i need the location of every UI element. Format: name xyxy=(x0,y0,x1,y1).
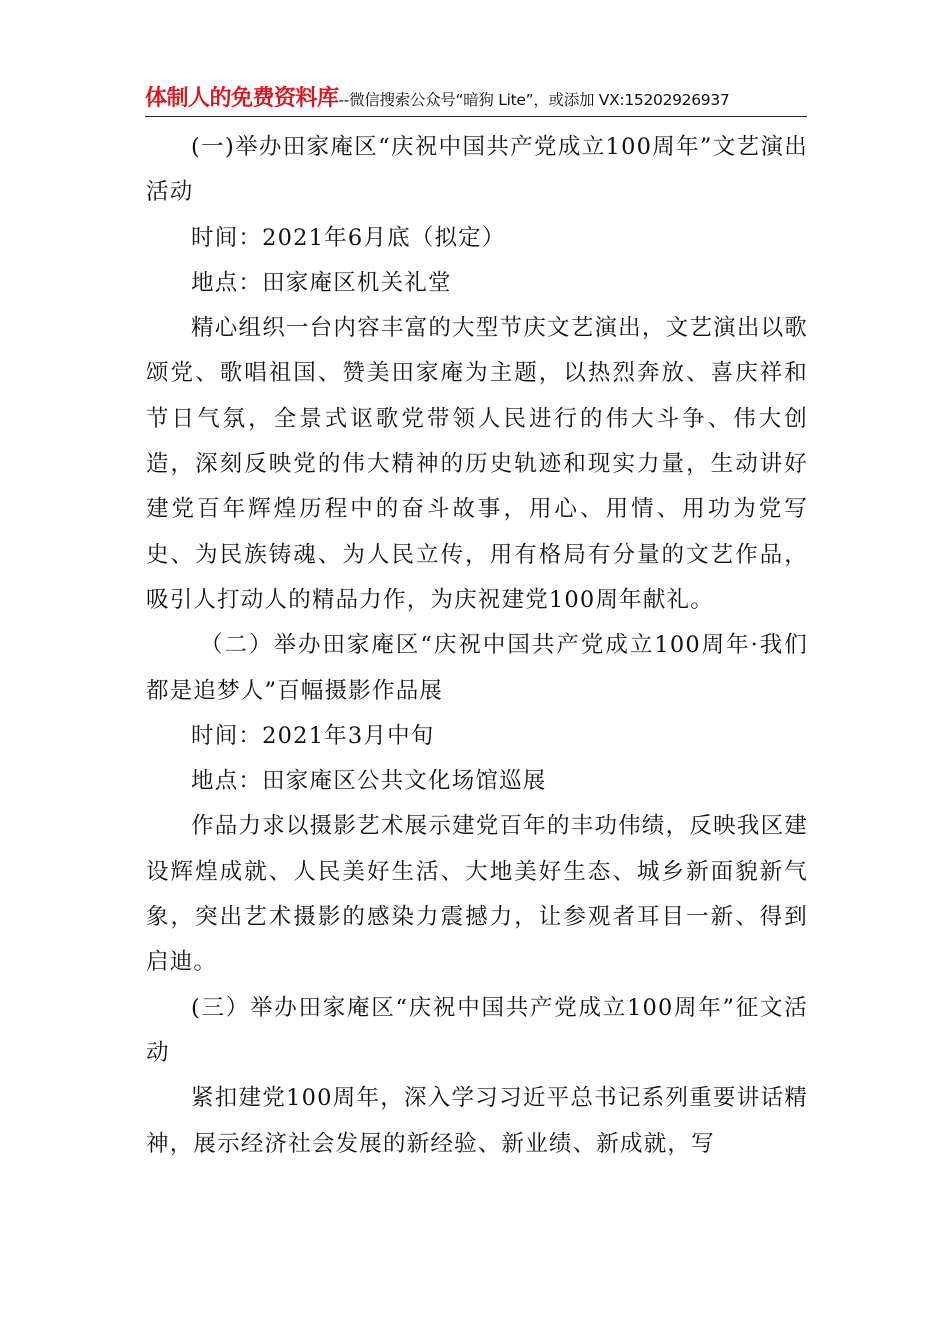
page-header xyxy=(145,84,807,114)
header-brand: 体制人的免费资料库 xyxy=(145,86,339,111)
header-contact: --微信搜索公众号“暗狗 Lite”，或添加 VX:15202926937 xyxy=(338,91,730,109)
section-heading-1: (一)举办田家庵区“庆祝中国共产党成立100周年”文艺演出活动 xyxy=(146,134,808,206)
section-2-body: 作品力求以摄影艺术展示建党百年的丰功伟绩，反映我区建设辉煌成就、人民美好生活、大地美好生态、城乡新面貌新气象，突出艺术摄影的感染力震撼力，让参观者耳目一新、得到启迪。 xyxy=(146,813,808,976)
section-1-location: 地点：田家庵区机关礼堂 xyxy=(191,269,452,296)
section-heading-2: （二）举办田家庵区“庆祝中国共产党成立100周年·我们都是追梦人”百幅摄影作品展 xyxy=(146,632,808,704)
section-heading-3: (三）举办田家庵区“庆祝中国共产党成立100周年”征文活动 xyxy=(146,994,808,1066)
section-2-time: 时间：2021年3月中旬 xyxy=(191,722,435,749)
section-1-body: 精心组织一台内容丰富的大型节庆文艺演出，文艺演出以歌颂党、歌唱祖国、赞美田家庵为主题，以热烈奔放、喜庆祥和节日气氛，全景式讴歌党带领人民进行的伟大斗争、伟大创造，深刻反映党的伟大精神的历史轨迹和现实力量，生动讲好建党百年辉煌历程中的奋斗故事，用心、用情、用功为党写史、为民族铸魂、为人民立传，用有格局有分量的文艺作品，吸引人打动人的精品力作，为庆祝建党100周年献礼。 xyxy=(146,315,808,613)
section-3-body: 紧扣建党100周年，深入学习习近平总书记系列重要讲话精神，展示经济社会发展的新经验、新业绩、新成就，写 xyxy=(146,1085,808,1157)
document-body xyxy=(146,125,808,1167)
header-divider xyxy=(145,116,807,117)
section-1-time: 时间：2021年6月底（拟定） xyxy=(191,224,506,251)
section-2-location: 地点：田家庵区公共文化场馆巡展 xyxy=(191,768,547,795)
